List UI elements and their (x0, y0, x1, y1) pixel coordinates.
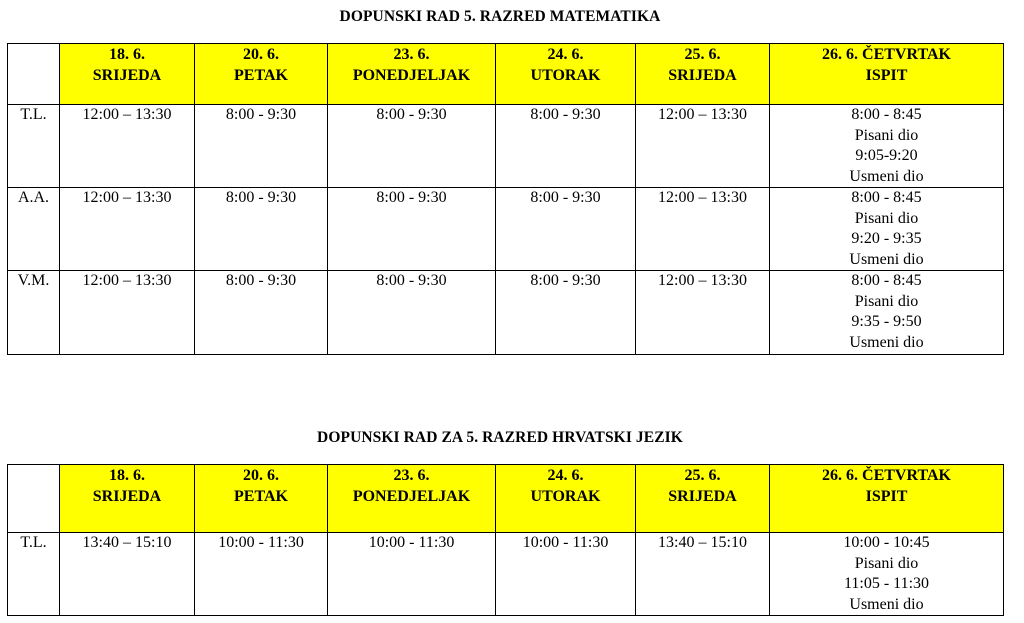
time-cell: 8:00 - 9:30 (328, 188, 496, 271)
exam-written-label: Pisani dio (854, 209, 919, 227)
exam-written-time: 10:00 - 10:45 (843, 534, 930, 551)
exam-written-label: Pisani dio (854, 126, 919, 144)
header-day: PONEDJELJAK (352, 487, 471, 505)
header-day: PETAK (234, 66, 288, 84)
time-cell: 8:00 - 9:30 (328, 105, 496, 188)
header-date: 24. 6. (547, 467, 584, 484)
exam-written-time: 8:00 - 8:45 (851, 272, 922, 289)
exam-oral-label: Usmeni dio (849, 250, 924, 268)
student-name: A.A. (8, 188, 60, 271)
exam-written-time: 8:00 - 8:45 (851, 106, 922, 123)
table-row (8, 188, 1004, 271)
header-cell (770, 465, 1004, 533)
croatian-schedule-table (7, 464, 1004, 616)
exam-oral-time: 9:35 - 9:50 (851, 313, 922, 330)
header-cell (60, 44, 195, 105)
math-schedule-table (7, 43, 1004, 355)
header-date: 20. 6. (243, 46, 279, 63)
time-cell: 8:00 - 9:30 (195, 188, 328, 271)
exam-written-label: Pisani dio (854, 554, 919, 572)
exam-oral-label: Usmeni dio (849, 167, 924, 185)
corner-cell (8, 44, 60, 105)
header-day: SRIJEDA (668, 487, 737, 505)
header-day: PONEDJELJAK (352, 66, 471, 84)
header-date: 26. 6. ČETVRTAK (822, 46, 951, 63)
time-cell: 8:00 - 9:30 (496, 271, 636, 355)
table-row (8, 105, 1004, 188)
table-header-row (8, 44, 1004, 105)
header-day: UTORAK (530, 66, 601, 84)
table-row (8, 271, 1004, 355)
header-cell (328, 44, 496, 105)
header-date: 24. 6. (547, 46, 584, 63)
time-cell: 13:40 – 15:10 (636, 533, 770, 616)
exam-cell (770, 533, 1004, 616)
time-cell: 10:00 - 11:30 (328, 533, 496, 616)
header-day: SRIJEDA (92, 66, 162, 84)
header-cell (496, 44, 636, 105)
header-cell (195, 44, 328, 105)
header-date: 25. 6. (684, 467, 721, 484)
header-cell (636, 465, 770, 533)
time-cell: 12:00 – 13:30 (60, 105, 195, 188)
header-date: 23. 6. (393, 46, 430, 63)
header-cell (328, 465, 496, 533)
header-cell (195, 465, 328, 533)
time-cell: 8:00 - 9:30 (328, 271, 496, 355)
table-row (8, 533, 1004, 616)
time-cell: 12:00 – 13:30 (636, 105, 770, 188)
header-day: PETAK (234, 487, 288, 505)
exam-oral-label: Usmeni dio (849, 595, 924, 613)
header-cell (60, 465, 195, 533)
header-cell (636, 44, 770, 105)
header-cell (770, 44, 1004, 105)
header-date: 23. 6. (393, 467, 430, 484)
time-cell: 10:00 - 11:30 (195, 533, 328, 616)
time-cell: 12:00 – 13:30 (60, 271, 195, 355)
time-cell: 13:40 – 15:10 (60, 533, 195, 616)
header-date: 26. 6. ČETVRTAK (822, 467, 951, 484)
header-day: SRIJEDA (668, 66, 737, 84)
student-name: V.M. (8, 271, 60, 355)
time-cell: 10:00 - 11:30 (496, 533, 636, 616)
exam-oral-time: 9:20 - 9:35 (851, 230, 922, 247)
header-day: UTORAK (530, 487, 601, 505)
exam-cell (770, 105, 1004, 188)
time-cell: 12:00 – 13:30 (636, 188, 770, 271)
header-date: 18. 6. (109, 467, 145, 484)
time-cell: 8:00 - 9:30 (195, 271, 328, 355)
exam-written-time: 8:00 - 8:45 (851, 189, 922, 206)
time-cell: 12:00 – 13:30 (636, 271, 770, 355)
exam-cell (770, 271, 1004, 355)
student-name: T.L. (8, 105, 60, 188)
student-name: T.L. (8, 533, 60, 616)
exam-oral-time: 11:05 - 11:30 (843, 575, 930, 592)
exam-cell (770, 188, 1004, 271)
time-cell: 12:00 – 13:30 (60, 188, 195, 271)
corner-cell (8, 465, 60, 533)
time-cell: 8:00 - 9:30 (496, 188, 636, 271)
table-header-row (8, 465, 1004, 533)
math-schedule-title: DOPUNSKI RAD 5. RAZRED MATEMATIKA (339, 8, 661, 25)
header-cell (496, 465, 636, 533)
time-cell: 8:00 - 9:30 (496, 105, 636, 188)
croatian-schedule-title: DOPUNSKI RAD ZA 5. RAZRED HRVATSKI JEZIK (317, 429, 683, 446)
header-day: ISPIT (865, 66, 908, 84)
header-date: 18. 6. (109, 46, 145, 63)
header-date: 25. 6. (684, 46, 721, 63)
header-date: 20. 6. (243, 467, 279, 484)
exam-oral-time: 9:05-9:20 (855, 147, 918, 164)
header-day: ISPIT (865, 487, 908, 505)
header-day: SRIJEDA (92, 487, 162, 505)
time-cell: 8:00 - 9:30 (195, 105, 328, 188)
exam-oral-label: Usmeni dio (849, 333, 924, 351)
exam-written-label: Pisani dio (854, 292, 919, 310)
